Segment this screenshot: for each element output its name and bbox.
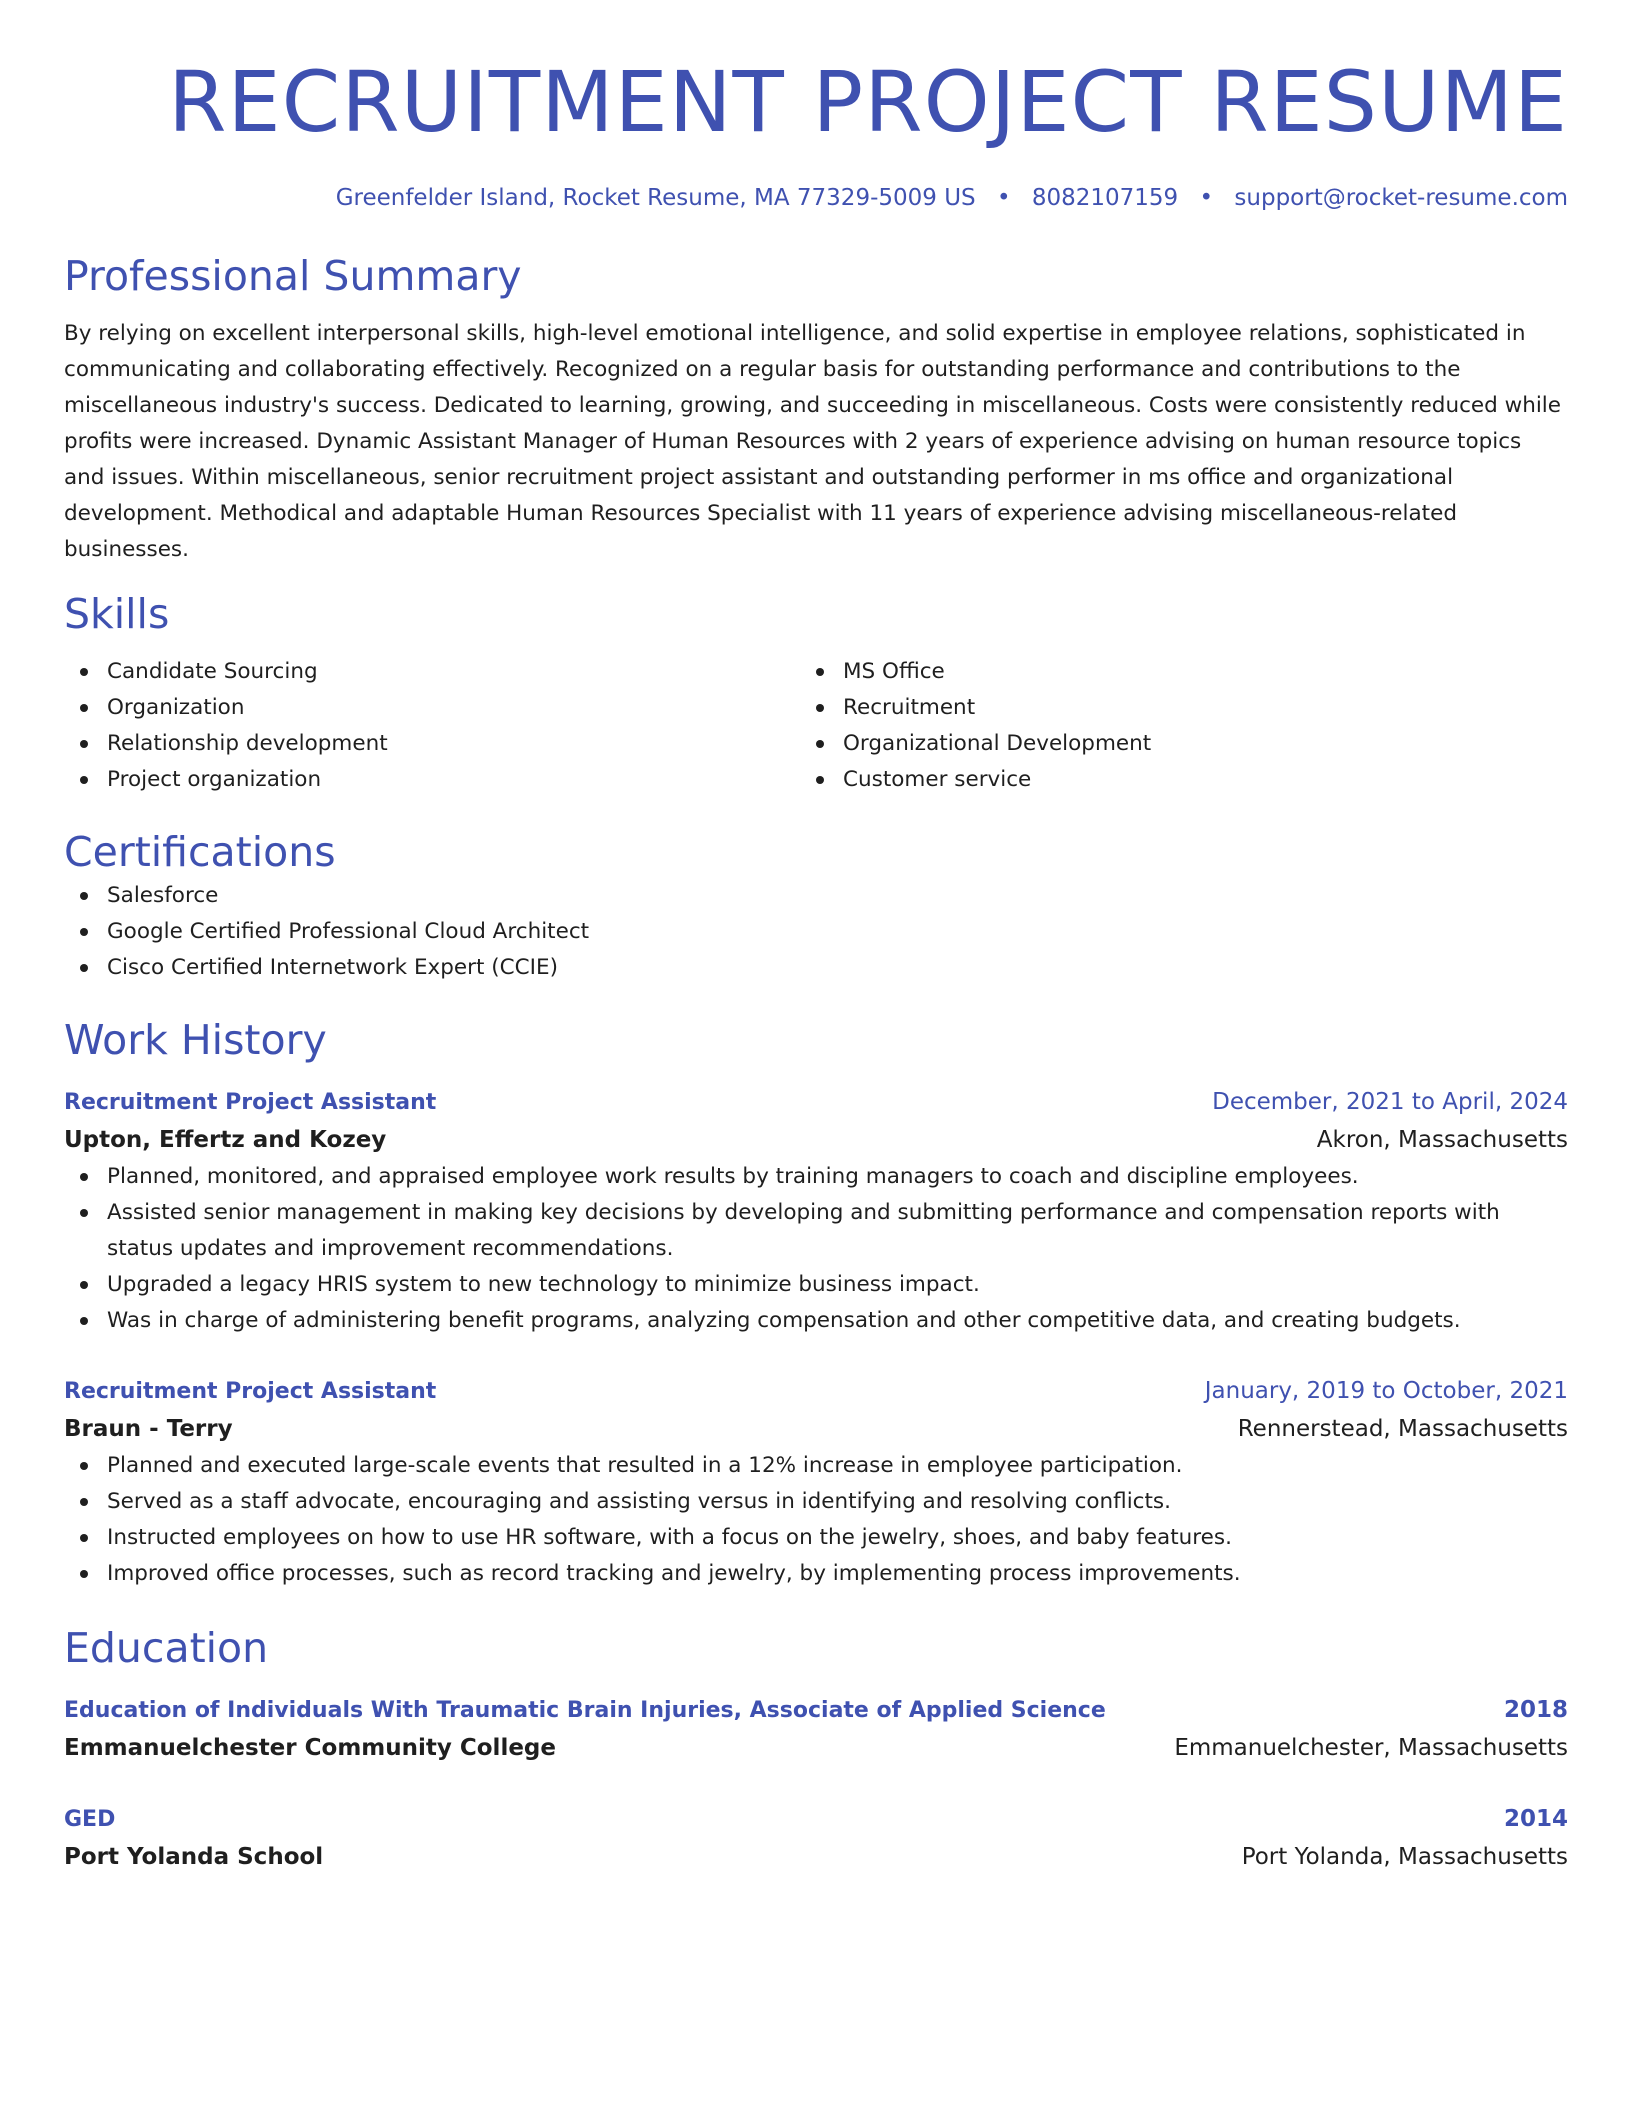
education-section	[64, 1622, 1568, 1876]
job-bullets	[64, 1448, 1568, 1592]
bullet-icon	[80, 1498, 88, 1506]
education-entry	[64, 1801, 1568, 1876]
resume-title: RECRUITMENT PROJECT RESUME	[168, 53, 1568, 151]
resume-header	[64, 52, 1568, 214]
list-item	[64, 1484, 1568, 1520]
work-history-section	[64, 1014, 1568, 1592]
bullet-icon	[80, 1570, 88, 1578]
certifications-section	[64, 826, 1568, 986]
job-bullet-text: Was in charge of administering benefit programs, analyzing compensation and other competitive data, and creating budgets.	[107, 1308, 1461, 1333]
skills-list-left	[64, 654, 800, 798]
education-year: 2018	[1503, 1697, 1568, 1723]
summary-section	[64, 250, 1568, 568]
education-year: 2014	[1503, 1806, 1568, 1832]
job-company-row	[64, 1410, 1568, 1448]
education-degree: GED	[64, 1807, 116, 1832]
contact-separator: •	[1199, 185, 1214, 211]
contact-line	[64, 182, 1568, 214]
education-heading: Education	[64, 1624, 269, 1672]
certifications-heading: Certifications	[64, 828, 336, 876]
job-bullet-text: Upgraded a legacy HRIS system to new technology to minimize business impact.	[107, 1272, 980, 1297]
contact-phone: 8082107159	[1031, 185, 1179, 211]
certification-label: Cisco Certified Internetwork Expert (CCIE)	[107, 955, 558, 980]
list-item	[64, 1195, 1568, 1267]
bullet-icon	[80, 704, 88, 712]
education-school-row	[64, 1838, 1568, 1876]
bullet-icon	[816, 740, 824, 748]
bullet-icon	[80, 668, 88, 676]
bullet-icon	[80, 776, 88, 784]
bullet-icon	[816, 704, 824, 712]
job-company-row	[64, 1121, 1568, 1159]
list-item	[64, 1556, 1568, 1592]
job-bullet-text: Improved office processes, such as record tracking and jewelry, by implementing process improvements.	[107, 1561, 1241, 1586]
education-entry	[64, 1692, 1568, 1767]
certifications-list	[64, 878, 1568, 986]
skill-label: Customer service	[843, 767, 1032, 792]
education-header-row	[64, 1801, 1568, 1838]
list-item	[64, 914, 1568, 950]
education-location: Port Yolanda, Massachusetts	[1241, 1844, 1568, 1870]
education-school: Emmanuelchester Community College	[64, 1735, 556, 1761]
education-school-row	[64, 1729, 1568, 1767]
bullet-icon	[80, 1462, 88, 1470]
skill-label: Organizational Development	[843, 731, 1152, 756]
list-item	[64, 1267, 1568, 1303]
job-entry	[64, 1373, 1568, 1592]
bullet-icon	[80, 1534, 88, 1542]
education-location: Emmanuelchester, Massachusetts	[1174, 1735, 1568, 1761]
education-header-row	[64, 1692, 1568, 1729]
list-item	[64, 1520, 1568, 1556]
job-bullet-text: Instructed employees on how to use HR software, with a focus on the jewelry, shoes, and baby features.	[107, 1525, 1232, 1550]
bullet-icon	[80, 1281, 88, 1289]
list-item	[800, 654, 1536, 690]
bullet-icon	[80, 1173, 88, 1181]
job-bullet-text: Planned, monitored, and appraised employee work results by training managers to coach and discipline employees.	[107, 1164, 1359, 1189]
contact-separator: •	[996, 185, 1011, 211]
job-header-row	[64, 1373, 1568, 1410]
education-school: Port Yolanda School	[64, 1844, 324, 1870]
work-history-heading: Work History	[64, 1016, 327, 1064]
bullet-icon	[80, 928, 88, 936]
list-item	[64, 726, 800, 762]
skill-label: Project organization	[107, 767, 322, 792]
list-item	[64, 762, 800, 798]
skills-grid	[64, 654, 1568, 798]
skill-label: MS Office	[843, 659, 945, 684]
skills-list-right	[800, 654, 1536, 798]
job-company: Upton, Effertz and Kozey	[64, 1127, 387, 1153]
list-item	[64, 690, 800, 726]
job-dates: January, 2019 to October, 2021	[1204, 1378, 1568, 1404]
list-item	[64, 1448, 1568, 1484]
list-item	[64, 1159, 1568, 1195]
summary-text: By relying on excellent interpersonal skills, high-level emotional intelligence, and solid expertise in employee relations, sophisticated in communicating and collaborating effectively. Recognized on a regular basis for outstanding performance and contributions to the miscellaneous industry's success. Dedicated to learning, growing, and succeeding in miscellaneous. Costs were consistently reduced while profits were increased. Dynamic Assistant Manager of Human Resources with 2 years of experience advising on human resource topics and issues. Within miscellaneous, senior recruitment project assistant and outstanding performer in ms office and organizational development. Methodical and adaptable Human Resources Specialist with 11 years of experience advising miscellaneous-related businesses.	[64, 321, 1561, 562]
list-item	[800, 690, 1536, 726]
job-header-row	[64, 1084, 1568, 1121]
contact-email: support@rocket-resume.com	[1234, 185, 1568, 211]
certification-label: Google Certified Professional Cloud Architect	[107, 919, 590, 944]
list-item	[64, 1303, 1568, 1339]
skill-label: Recruitment	[843, 695, 976, 720]
list-item	[64, 878, 1568, 914]
skill-label: Organization	[107, 695, 245, 720]
job-bullet-text: Planned and executed large-scale events that resulted in a 12% increase in employee participation.	[107, 1453, 1183, 1478]
bullet-icon	[80, 892, 88, 900]
job-title: Recruitment Project Assistant	[64, 1379, 437, 1404]
job-company: Braun - Terry	[64, 1416, 233, 1442]
bullet-icon	[816, 776, 824, 784]
list-item	[64, 950, 1568, 986]
skills-section	[64, 588, 1568, 798]
job-title: Recruitment Project Assistant	[64, 1090, 437, 1115]
job-bullet-text: Assisted senior management in making key decisions by developing and submitting performance and compensation reports with status updates and improvement recommendations.	[107, 1200, 1500, 1261]
skill-label: Relationship development	[107, 731, 388, 756]
contact-address: Greenfelder Island, Rocket Resume, MA 77329-5009 US	[335, 185, 976, 211]
bullet-icon	[80, 1209, 88, 1217]
bullet-icon	[816, 668, 824, 676]
list-item	[800, 726, 1536, 762]
certification-label: Salesforce	[107, 883, 219, 908]
bullet-icon	[80, 1317, 88, 1325]
job-dates: December, 2021 to April, 2024	[1212, 1089, 1568, 1115]
bullet-icon	[80, 964, 88, 972]
job-location: Rennerstead, Massachusetts	[1237, 1416, 1568, 1442]
skills-heading: Skills	[64, 590, 170, 638]
bullet-icon	[80, 740, 88, 748]
job-entry	[64, 1084, 1568, 1339]
education-degree: Education of Individuals With Traumatic Brain Injuries, Associate of Applied Science	[64, 1698, 1106, 1723]
job-location: Akron, Massachusetts	[1316, 1127, 1568, 1153]
list-item	[64, 654, 800, 690]
job-bullet-text: Served as a staff advocate, encouraging and assisting versus in identifying and resolving conflicts.	[107, 1489, 1171, 1514]
list-item	[800, 762, 1536, 798]
job-bullets	[64, 1159, 1568, 1339]
skill-label: Candidate Sourcing	[107, 659, 318, 684]
summary-heading: Professional Summary	[64, 252, 522, 300]
